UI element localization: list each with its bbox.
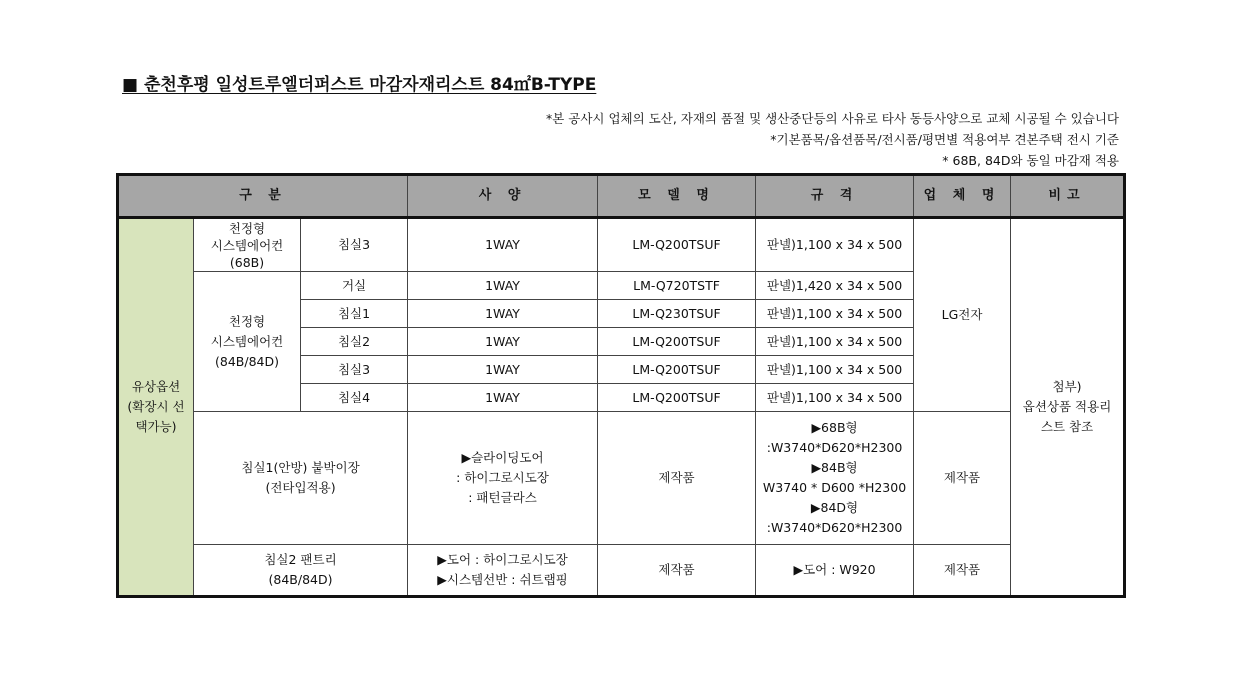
header-vendor: 업 체 명 [914, 175, 1011, 218]
size-cell: ▶68B형 :W3740*D620*H2300 ▶84B형 W3740 * D600 *H2300 ▶84D형 :W3740*D620*H2300 [756, 412, 914, 545]
header-remark: 비고 [1011, 175, 1125, 218]
model-cell: LM-Q230TSUF [598, 300, 756, 328]
note-line: * 68B, 84D와 동일 마감재 적용 [942, 153, 1119, 168]
model-cell: 제작품 [598, 412, 756, 545]
model-cell: LM-Q200TSUF [598, 356, 756, 384]
table-header-row [118, 175, 1125, 218]
vendor-cell: LG전자 [914, 218, 1011, 412]
size-cell: 판넬)1,100 x 34 x 500 [756, 300, 914, 328]
group-cell: 천정형 시스템에어컨 (68B) [194, 218, 301, 272]
room-cell: 침실2 [301, 328, 408, 356]
item-name-cell: 침실2 팬트리 (84B/84D) [194, 545, 408, 597]
room-cell: 침실1 [301, 300, 408, 328]
vendor-cell: 제작품 [914, 545, 1011, 597]
room-cell: 침실3 [301, 356, 408, 384]
size-cell: 판넬)1,100 x 34 x 500 [756, 356, 914, 384]
size-cell: 판넬)1,100 x 34 x 500 [756, 384, 914, 412]
spec-cell: 1WAY [408, 218, 598, 272]
table-row [118, 545, 1125, 597]
model-cell: LM-Q200TSUF [598, 218, 756, 272]
spec-cell: ▶슬라이딩도어 : 하이그로시도장 : 패턴글라스 [408, 412, 598, 545]
spec-cell: 1WAY [408, 300, 598, 328]
size-cell: 판넬)1,100 x 34 x 500 [756, 328, 914, 356]
model-cell: LM-Q200TSUF [598, 384, 756, 412]
model-cell: 제작품 [598, 545, 756, 597]
table-row [118, 412, 1125, 545]
spec-cell: 1WAY [408, 272, 598, 300]
notes-block [546, 108, 1119, 171]
model-cell: LM-Q200TSUF [598, 328, 756, 356]
header-category: 구 분 [118, 175, 408, 218]
header-size: 규 격 [756, 175, 914, 218]
remark-cell: 첨부) 옵션상품 적용리 스트 참조 [1011, 218, 1125, 597]
size-cell: 판넬)1,100 x 34 x 500 [756, 218, 914, 272]
category-cell: 유상옵션 (확장시 선 택가능) [118, 218, 194, 597]
header-model: 모 델 명 [598, 175, 756, 218]
header-spec: 사 양 [408, 175, 598, 218]
note-line: *기본품목/옵션품목/전시품/평면별 적용여부 견본주택 전시 기준 [770, 132, 1119, 147]
table-row [118, 218, 1125, 272]
room-cell: 침실4 [301, 384, 408, 412]
finish-material-table [116, 173, 1126, 598]
page-title: ■ 춘천후평 일성트루엘더퍼스트 마감자재리스트 84㎡B-TYPE [122, 75, 597, 95]
spec-cell: 1WAY [408, 356, 598, 384]
size-cell: 판넬)1,420 x 34 x 500 [756, 272, 914, 300]
size-cell: ▶도어 : W920 [756, 545, 914, 597]
room-cell: 거실 [301, 272, 408, 300]
room-cell: 침실3 [301, 218, 408, 272]
spec-cell: ▶도어 : 하이그로시도장 ▶시스템선반 : 쉬트랩핑 [408, 545, 598, 597]
model-cell: LM-Q720TSTF [598, 272, 756, 300]
spec-cell: 1WAY [408, 328, 598, 356]
item-name-cell: 침실1(안방) 붙박이장 (전타입적용) [194, 412, 408, 545]
note-line: *본 공사시 업체의 도산, 자재의 품절 및 생산중단등의 사유로 타사 동등사양으로 교체 시공될 수 있습니다 [545, 111, 1119, 126]
vendor-cell: 제작품 [914, 412, 1011, 545]
spec-cell: 1WAY [408, 384, 598, 412]
group-cell: 천정형 시스템에어컨 (84B/84D) [194, 272, 301, 412]
